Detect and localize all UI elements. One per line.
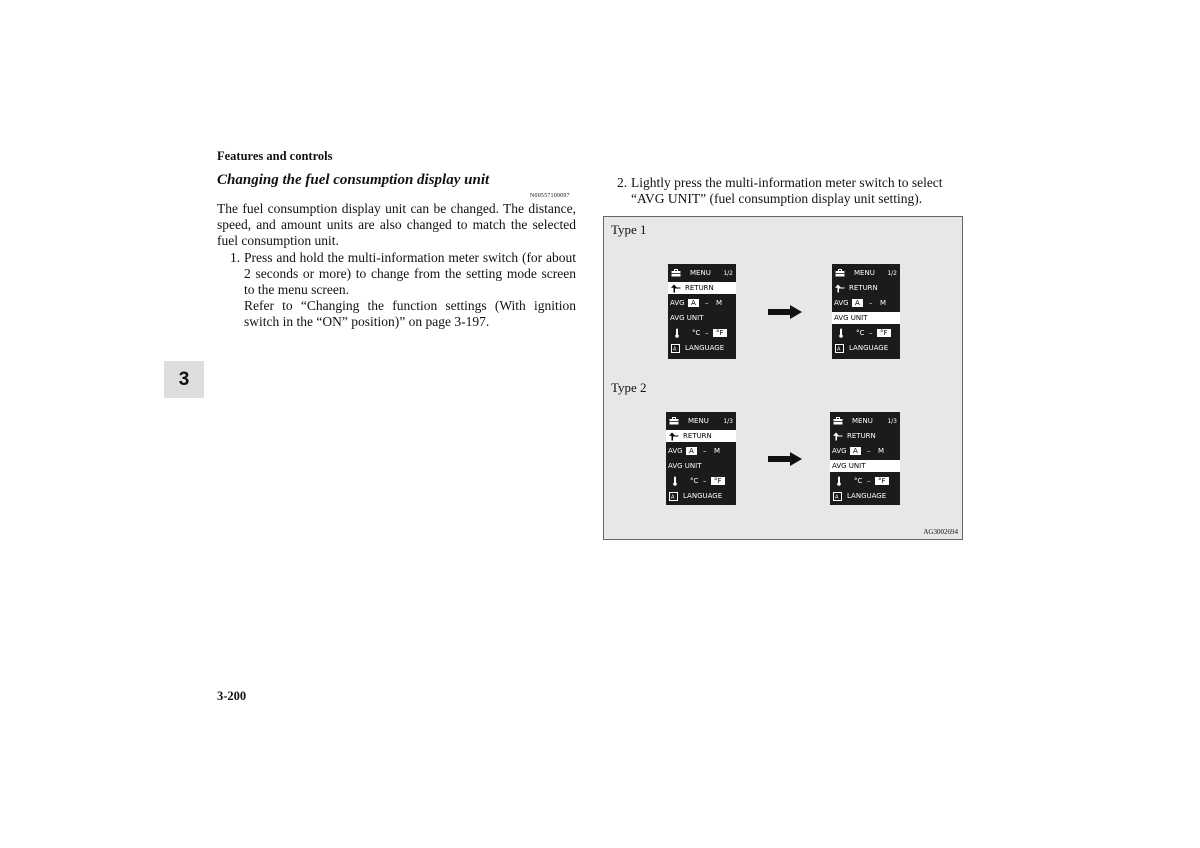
avg-row[interactable] [666, 445, 736, 457]
return-arrow-icon [671, 284, 681, 293]
step-2-text: Lightly press the multi-information meter switch to select “AVG UNIT” (fuel consumption display unit setting). [631, 175, 943, 206]
thermometer-icon [672, 476, 678, 486]
avg-a-option[interactable]: A [688, 299, 699, 307]
menu-row [666, 415, 736, 427]
avg-unit-row[interactable] [666, 460, 736, 472]
avg-dash: – [869, 299, 873, 307]
fahrenheit-option[interactable]: °F [713, 329, 727, 337]
celsius-option[interactable]: °C [854, 477, 863, 485]
language-icon [671, 344, 680, 353]
svg-text:A: A [835, 494, 839, 500]
avg-dash: – [867, 447, 871, 455]
page-indicator: 1/3 [887, 418, 897, 425]
avg-unit-label: AVG UNIT [832, 462, 866, 470]
language-label: LANGUAGE [847, 492, 887, 500]
type-1-screen-before [668, 264, 736, 359]
step-1-text: Press and hold the multi-information meter switch (for about 2 seconds or more) to change from the setting mode screen to the menu screen. [244, 250, 576, 297]
avg-row[interactable] [668, 297, 736, 309]
right-arrow-icon [768, 452, 802, 466]
temp-dash: – [703, 477, 707, 485]
avg-unit-label: AVG UNIT [668, 462, 702, 470]
svg-text:A: A [673, 346, 677, 352]
type-1-label: Type 1 [611, 222, 647, 237]
language-icon [833, 492, 842, 501]
fahrenheit-option[interactable]: °F [711, 477, 725, 485]
page-indicator: 1/2 [723, 270, 733, 277]
return-arrow-icon [833, 432, 843, 441]
avg-unit-row[interactable] [832, 312, 900, 324]
avg-unit-row[interactable] [668, 312, 736, 324]
avg-m-option[interactable]: M [880, 299, 887, 307]
figure-code: AG3002694 [923, 528, 958, 536]
briefcase-icon [833, 417, 843, 425]
type-2-screen-after [830, 412, 900, 505]
reference-code: N00557100097 [530, 193, 570, 199]
temperature-row[interactable] [832, 327, 900, 339]
section-header: Features and controls [217, 149, 333, 163]
temp-dash: – [869, 329, 873, 337]
avg-a-option[interactable]: A [852, 299, 863, 307]
illustration-figure [603, 216, 963, 540]
temperature-row[interactable] [668, 327, 736, 339]
svg-text:A: A [671, 494, 675, 500]
language-row[interactable] [666, 490, 736, 502]
type-2-screen-before [666, 412, 736, 505]
step-2-number: 2. [617, 175, 628, 190]
temp-dash: – [705, 329, 709, 337]
language-row[interactable] [832, 342, 900, 354]
return-label: RETURN [683, 432, 712, 440]
avg-a-option[interactable]: A [686, 447, 697, 455]
celsius-option[interactable]: °C [690, 477, 699, 485]
chapter-tab: 3 [164, 361, 204, 398]
avg-m-option[interactable]: M [878, 447, 885, 455]
page-indicator: 1/3 [723, 418, 733, 425]
intro-paragraph: The fuel consumption display unit can be changed. The distance, speed, and amount units are also changed to match the selected fuel consumption unit. [217, 201, 576, 248]
language-label: LANGUAGE [685, 344, 725, 352]
avg-m-option[interactable]: M [716, 299, 723, 307]
return-row[interactable] [668, 282, 736, 294]
briefcase-icon [669, 417, 679, 425]
language-icon [835, 344, 844, 353]
temp-dash: – [867, 477, 871, 485]
menu-row [832, 267, 900, 279]
type-2-label: Type 2 [611, 380, 647, 395]
step-2 [617, 175, 967, 207]
return-label: RETURN [847, 432, 876, 440]
briefcase-icon [835, 269, 845, 277]
menu-row [830, 415, 900, 427]
page-indicator: 1/2 [887, 270, 897, 277]
avg-m-option[interactable]: M [714, 447, 721, 455]
avg-label: AVG [832, 447, 847, 455]
step-1-number: 1. [230, 250, 241, 265]
avg-row[interactable] [830, 445, 900, 457]
briefcase-icon [671, 269, 681, 277]
avg-unit-row[interactable] [830, 460, 900, 472]
menu-label: MENU [852, 417, 873, 425]
return-row[interactable] [832, 282, 900, 294]
avg-unit-label: AVG UNIT [670, 314, 704, 322]
step-1-reference: Refer to “Changing the function settings (With ignition switch in the “ON” position)” on page 3-197. [244, 298, 576, 329]
fahrenheit-option[interactable]: °F [877, 329, 891, 337]
menu-row [668, 267, 736, 279]
celsius-option[interactable]: °C [692, 329, 701, 337]
avg-unit-label: AVG UNIT [834, 314, 868, 322]
thermometer-icon [674, 328, 680, 338]
avg-label: AVG [670, 299, 685, 307]
return-label: RETURN [685, 284, 714, 292]
menu-label: MENU [854, 269, 875, 277]
return-row[interactable] [830, 430, 900, 442]
right-arrow-icon [768, 305, 802, 319]
avg-row[interactable] [832, 297, 900, 309]
language-row[interactable] [830, 490, 900, 502]
language-label: LANGUAGE [683, 492, 723, 500]
type-1-screen-after [832, 264, 900, 359]
svg-text:A: A [837, 346, 841, 352]
menu-label: MENU [688, 417, 709, 425]
page-number: 3-200 [217, 689, 247, 703]
return-label: RETURN [849, 284, 878, 292]
return-row[interactable] [666, 430, 736, 442]
temperature-row[interactable] [666, 475, 736, 487]
section-title: Changing the fuel consumption display unit [217, 172, 490, 188]
thermometer-icon [836, 476, 842, 486]
language-row[interactable] [668, 342, 736, 354]
step-1 [230, 250, 576, 330]
celsius-option[interactable]: °C [856, 329, 865, 337]
fahrenheit-option[interactable]: °F [875, 477, 889, 485]
language-icon [669, 492, 678, 501]
return-arrow-icon [835, 284, 845, 293]
language-label: LANGUAGE [849, 344, 889, 352]
temperature-row[interactable] [830, 475, 900, 487]
avg-a-option[interactable]: A [850, 447, 861, 455]
avg-dash: – [705, 299, 709, 307]
avg-dash: – [703, 447, 707, 455]
menu-label: MENU [690, 269, 711, 277]
return-arrow-icon [669, 432, 679, 441]
thermometer-icon [838, 328, 844, 338]
avg-label: AVG [834, 299, 849, 307]
avg-label: AVG [668, 447, 683, 455]
